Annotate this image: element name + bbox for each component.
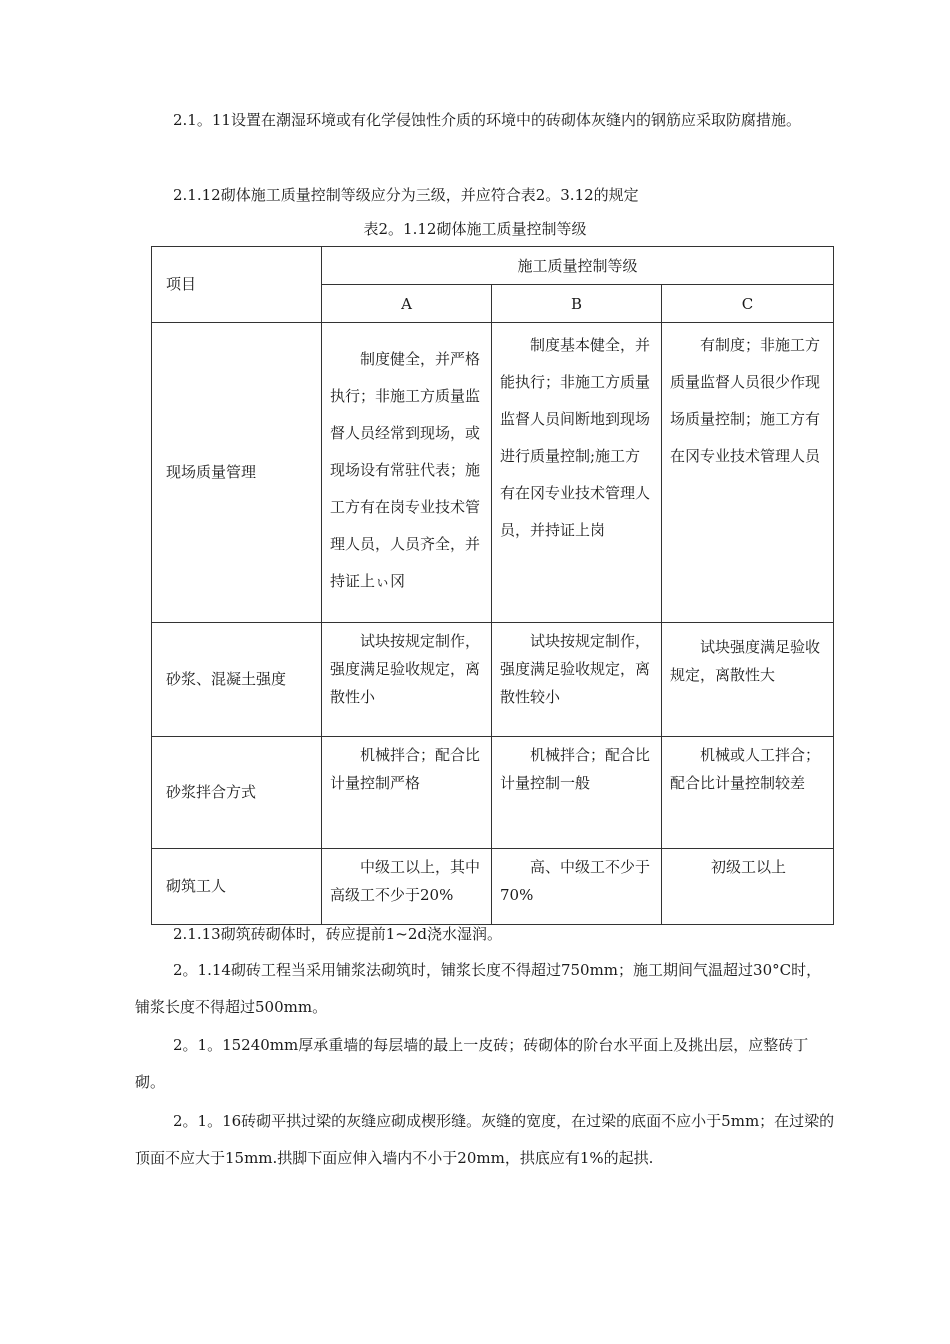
paragraph-2-1-14: 2。1.14砌砖工程当采用铺浆法砌筑时，铺浆长度不得超过750mm；施工期间气温超过30°C时，铺浆长度不得超过500mm。 <box>135 961 822 1016</box>
cell-b: 试块按规定制作，强度满足验收规定，离散性较小 <box>500 632 651 706</box>
row-label: 砌筑工人 <box>152 849 322 925</box>
cell-b: 高、中级工不少于70% <box>500 858 651 904</box>
cell-c: 机械或人工拌合；配合比计量控制较差 <box>670 746 821 792</box>
table-row <box>152 323 834 623</box>
cell-c: 有制度；非施工方质量监督人员很少作现场质量控制；施工方有在冈专业技术管理人员 <box>670 336 821 465</box>
row-label: 现场质量管理 <box>152 323 322 623</box>
header-col-c: C <box>662 285 834 323</box>
header-grade-group: 施工质量控制等级 <box>322 247 834 285</box>
quality-grade-table <box>151 246 834 925</box>
cell-b: 制度基本健全，并能执行；非施工方质量监督人员间断地到现场进行质量控制;施工方有在冈专业技术管理人员，并持证上岗 <box>500 336 651 539</box>
header-col-b: B <box>492 285 662 323</box>
cell-a: 制度健全，并严格执行；非施工方质量监督人员经常到现场，或现场设有常驻代表；施工方有在岗专业技术管理人员，人员齐全，并持证上ぃ冈 <box>330 350 481 590</box>
paragraph-2-1-16: 2。1。16砖砌平拱过梁的灰缝应砌成楔形缝。灰缝的宽度，在过梁的底面不应小于5mm；在过梁的顶面不应大于15mm.拱脚下面应伸入墙内不小于20mm，拱底应有1%的起拱. <box>135 1112 835 1167</box>
cell-a: 试块按规定制作，强度满足验收规定，离散性小 <box>330 632 481 706</box>
paragraph-2-1-11: 2.1。11设置在潮湿环境或有化学侵蚀性介质的环境中的砖砌体灰缝内的钢筋应采取防腐措施。 <box>173 111 801 129</box>
header-col-a: A <box>322 285 492 323</box>
paragraph-2-1-13: 2.1.13砌筑砖砌体时，砖应提前1~2d浇水湿润。 <box>173 925 502 943</box>
row-label: 砂浆拌合方式 <box>152 737 322 849</box>
paragraph-2-1-12: 2.1.12砌体施工质量控制等级应分为三级，并应符合表2。3.12的规定 <box>173 186 639 204</box>
table-row <box>152 737 834 849</box>
cell-b: 机械拌合；配合比计量控制一般 <box>500 746 651 792</box>
table-caption: 表2。1.12砌体施工质量控制等级 <box>363 220 587 238</box>
header-item: 项目 <box>152 247 322 323</box>
paragraph-2-1-15: 2。1。15240mm厚承重墙的每层墙的最上一皮砖；砖砌体的阶台水平面上及挑出层，应整砖丁砌。 <box>135 1036 809 1091</box>
row-label: 砂浆、混凝土强度 <box>152 623 322 737</box>
table-row <box>152 849 834 925</box>
cell-c: 初级工以上 <box>711 858 787 876</box>
cell-a: 中级工以上，其中高级工不少于20% <box>330 858 481 904</box>
cell-a: 机械拌合；配合比计量控制严格 <box>330 746 481 792</box>
table-row <box>152 623 834 737</box>
cell-c: 试块强度满足验收规定，离散性大 <box>670 638 821 684</box>
